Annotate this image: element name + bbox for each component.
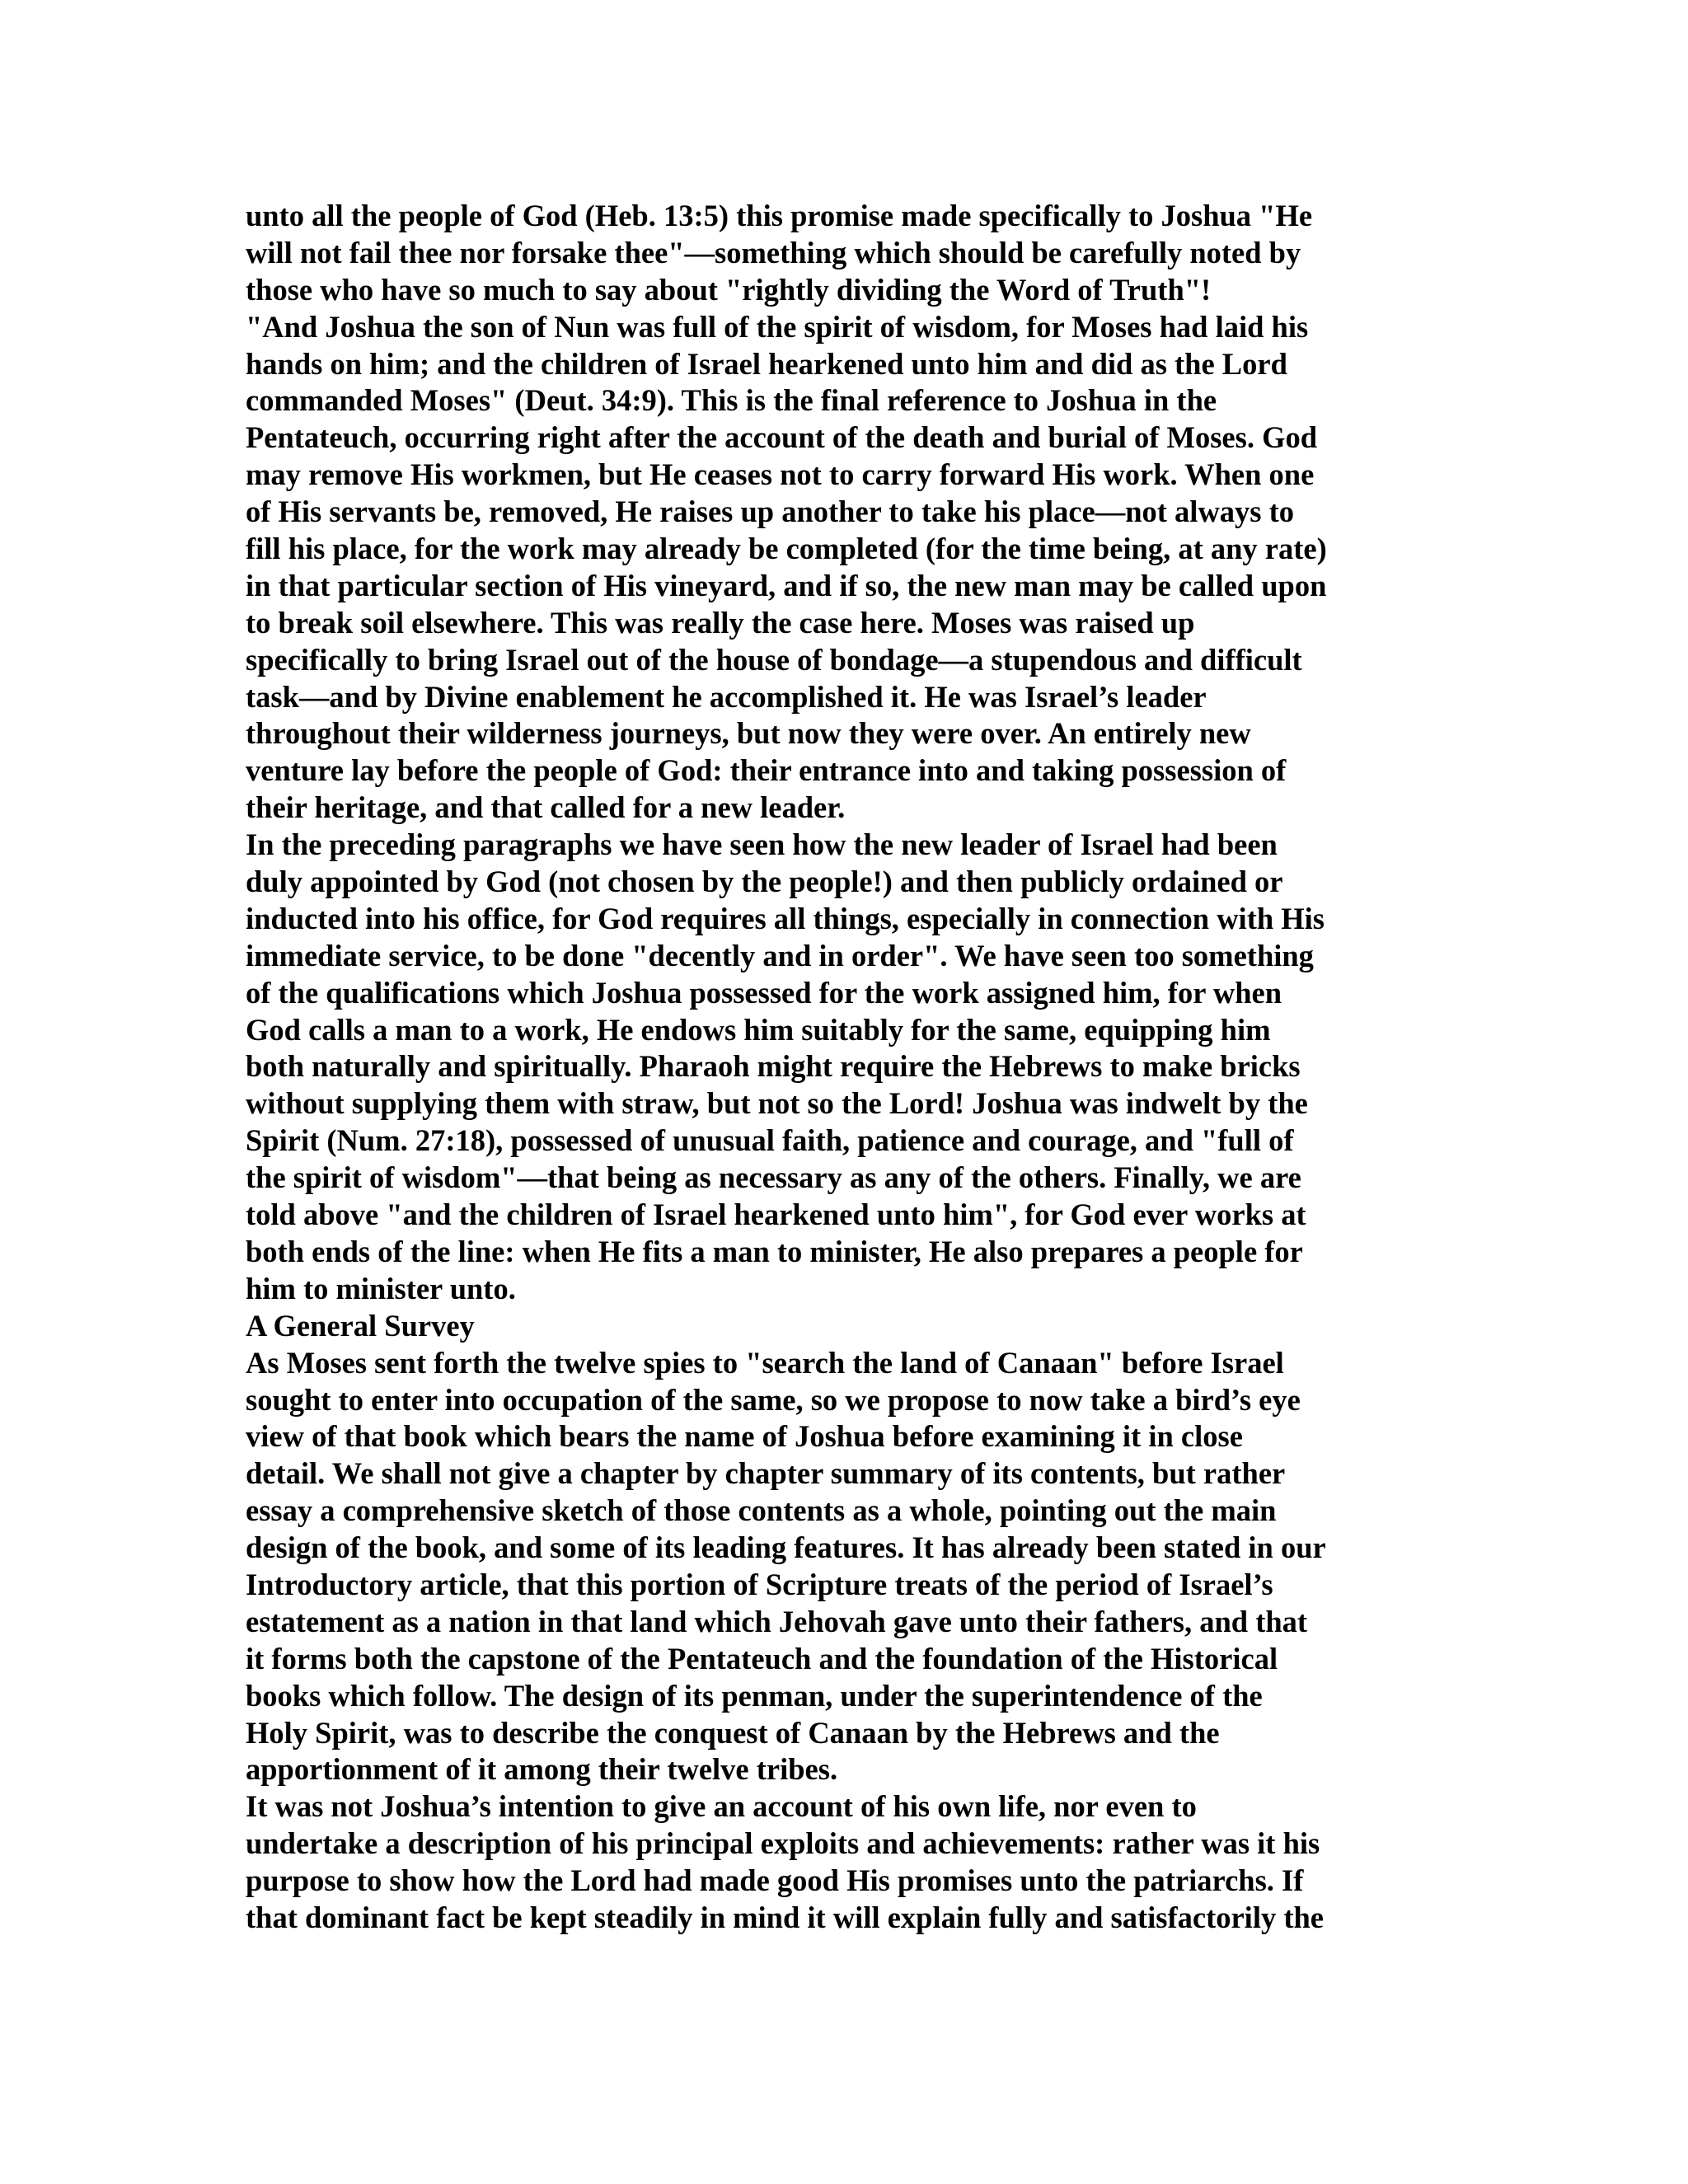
text-line: it forms both the capstone of the Pentateuch and the foundation of the Historical	[246, 1641, 1278, 1675]
text-line: venture lay before the people of God: their entrance into and taking possession of	[246, 753, 1287, 788]
text-line: estatement as a nation in that land which Jehovah gave unto their fathers, and that	[246, 1604, 1308, 1638]
body-text	[246, 198, 1432, 1937]
text-line: books which follow. The design of its penman, under the superintendence of the	[246, 1678, 1263, 1713]
text-line: inducted into his office, for God requires all things, especially in connection with His	[246, 901, 1325, 935]
text-line: design of the book, and some of its leading features. It has already been stated in our	[246, 1530, 1326, 1565]
text-line: essay a comprehensive sketch of those contents as a whole, pointing out the main	[246, 1493, 1277, 1528]
text-line: Introductory article, that this portion of Scripture treats of the period of Israel’s	[246, 1567, 1273, 1601]
text-line: told above "and the children of Israel hearkened unto him", for God ever works at	[246, 1197, 1306, 1232]
text-line: both ends of the line: when He fits a man to minister, He also prepares a people for	[246, 1234, 1303, 1268]
text-line: "And Joshua the son of Nun was full of the spirit of wisdom, for Moses had laid his	[246, 309, 1309, 344]
text-line: of the qualifications which Joshua possessed for the work assigned him, for when	[246, 975, 1282, 1010]
text-line: apportionment of it among their twelve tribes.	[246, 1752, 838, 1787]
text-line: undertake a description of his principal exploits and achievements: rather was it his	[246, 1826, 1320, 1861]
section-heading: A General Survey	[246, 1308, 475, 1343]
text-line: both naturally and spiritually. Pharaoh might require the Hebrews to make bricks	[246, 1049, 1301, 1084]
text-line: those who have so much to say about "rightly dividing the Word of Truth"!	[246, 272, 1212, 307]
text-line: God calls a man to a work, He endows him suitably for the same, equipping him	[246, 1012, 1271, 1047]
text-line: their heritage, and that called for a new leader.	[246, 790, 846, 825]
text-line: view of that book which bears the name of Joshua before examining it in close	[246, 1419, 1243, 1454]
text-line: of His servants be, removed, He raises up another to take his place—not always to	[246, 494, 1295, 529]
text-line: may remove His workmen, but He ceases not to carry forward His work. When one	[246, 457, 1315, 492]
text-line: sought to enter into occupation of the same, so we propose to now take a bird’s eye	[246, 1382, 1301, 1417]
text-line: detail. We shall not give a chapter by chapter summary of its contents, but rather	[246, 1456, 1286, 1491]
text-line: unto all the people of God (Heb. 13:5) this promise made specifically to Joshua "He	[246, 199, 1313, 232]
text-line: hands on him; and the children of Israel hearkened unto him and did as the Lord	[246, 346, 1287, 381]
text-line: specifically to bring Israel out of the house of bondage—a stupendous and difficult	[246, 642, 1302, 677]
text-line: It was not Joshua’s intention to give an account of his own life, nor even to	[246, 1789, 1197, 1824]
text-line: fill his place, for the work may already be completed (for the time being, at any rate)	[246, 532, 1327, 566]
text-line: will not fail thee nor forsake thee"—something which should be carefully noted by	[246, 235, 1301, 269]
text-line: purpose to show how the Lord had made good His promises unto the patriarchs. If	[246, 1863, 1304, 1898]
text-line: duly appointed by God (not chosen by the people!) and then publicly ordained or	[246, 865, 1283, 899]
text-line: immediate service, to be done "decently and in order". We have seen too something	[246, 938, 1314, 972]
text-line: that dominant fact be kept steadily in mind it will explain fully and satisfactorily the	[246, 1900, 1324, 1934]
text-line: Holy Spirit, was to describe the conquest of Canaan by the Hebrews and the	[246, 1715, 1220, 1750]
text-line: throughout their wilderness journeys, but now they were over. An entirely new	[246, 716, 1251, 751]
text-line: in that particular section of His vineyard, and if so, the new man may be called upon	[246, 568, 1327, 602]
text-line: commanded Moses" (Deut. 34:9). This is the final reference to Joshua in the	[246, 383, 1217, 418]
text-line: As Moses sent forth the twelve spies to "search the land of Canaan" before Israel	[246, 1345, 1284, 1380]
text-line: without supplying them with straw, but not so the Lord! Joshua was indwelt by the	[246, 1086, 1308, 1121]
text-line: the spirit of wisdom"—that being as necessary as any of the others. Finally, we are	[246, 1160, 1301, 1195]
text-line: him to minister unto.	[246, 1271, 516, 1305]
text-line: Spirit (Num. 27:18), possessed of unusual faith, patience and courage, and "full of	[246, 1123, 1294, 1158]
text-line: In the preceding paragraphs we have seen how the new leader of Israel had been	[246, 827, 1278, 862]
text-line: task—and by Divine enablement he accomplished it. He was Israel’s leader	[246, 679, 1207, 714]
text-line: to break soil elsewhere. This was really the case here. Moses was raised up	[246, 605, 1195, 640]
text-line: Pentateuch, occurring right after the account of the death and burial of Moses. God	[246, 420, 1318, 455]
